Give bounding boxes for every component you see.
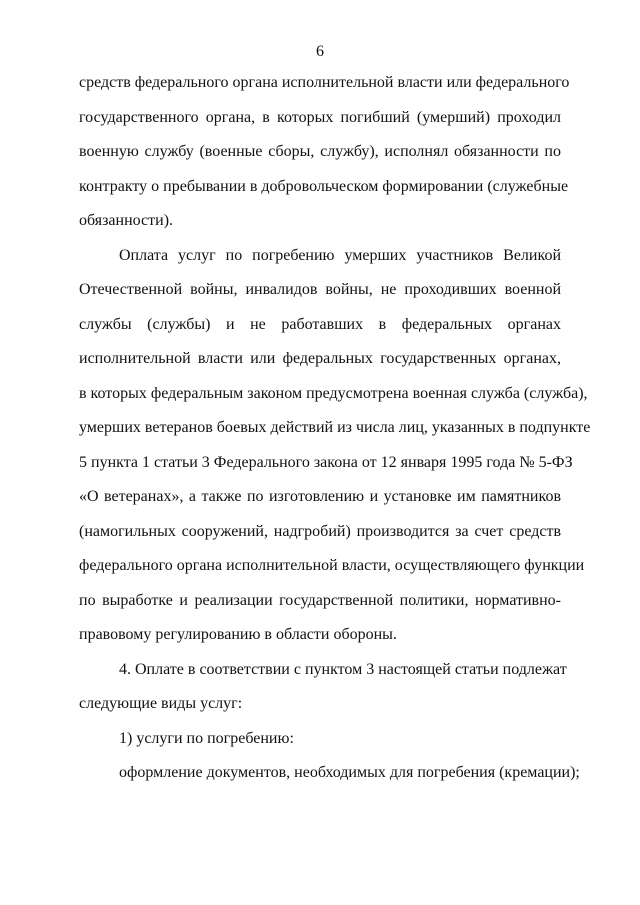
paragraph-burial-payment (79, 239, 591, 653)
text-line: в которых федеральным законом предусмотрена военная служба (служба), (79, 384, 588, 402)
text-line: государственного органа, в которых погибший (умерший) проходил (79, 108, 561, 126)
text-line: контракту о пребывании в добровольческом формировании (служебные (79, 177, 569, 195)
text-line: Отечественной войны, инвалидов войны, не проходивших военной (79, 281, 561, 298)
paragraph-item-4 (79, 653, 567, 722)
text-line: 1) услуги по погребению: (119, 729, 294, 747)
text-line: правовому регулированию в области обороны. (79, 626, 397, 643)
paragraph-documents (79, 756, 580, 791)
paragraph-subitem-1 (79, 722, 561, 757)
text-line: 4. Оплате в соответствии с пунктом 3 настоящей статьи подлежат (119, 660, 567, 678)
text-line: 5 пункта 1 статьи 3 Федерального закона от 12 января 1995 года № 5-ФЗ (79, 453, 573, 471)
text-line: умерших ветеранов боевых действий из числа лиц, указанных в подпункте (79, 419, 591, 436)
text-line: Оплата услуг по погребению умерших участников Великой (119, 246, 561, 264)
text-line: обязанности). (79, 212, 174, 229)
text-line: «О ветеранах», а также по изготовлению и установке им памятников (79, 488, 561, 505)
text-line: военную службу (военные сборы, службу), исполнял обязанности по (79, 143, 561, 160)
text-line: исполнительной власти или федеральных государственных органах, (79, 350, 561, 367)
text-line: (намогильных сооружений, надгробий) производится за счет средств (79, 522, 561, 540)
text-line: следующие виды услуг: (79, 695, 243, 712)
page-number: 6 (316, 43, 324, 60)
document-body (79, 66, 591, 791)
paragraph-continuation (79, 66, 570, 239)
text-line: службы (службы) и не работавших в федеральных органах (79, 315, 561, 333)
text-line: федерального органа исполнительной власти, осуществляющего функции (79, 557, 585, 574)
text-line: по выработке и реализации государственной политики, нормативно- (79, 591, 561, 609)
text-line: средств федерального органа исполнительной власти или федерального (79, 74, 570, 91)
text-line: оформление документов, необходимых для погребения (кремации); (119, 764, 580, 781)
